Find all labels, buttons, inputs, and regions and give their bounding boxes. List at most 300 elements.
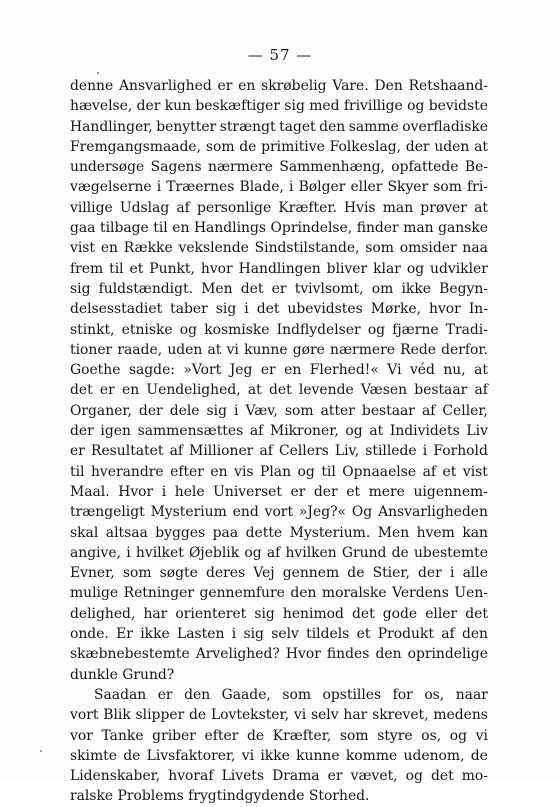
word: Gaade, xyxy=(221,686,271,703)
word: fuldstændigt. xyxy=(98,280,194,297)
word: og xyxy=(179,321,198,338)
word: klar xyxy=(373,260,401,277)
word: Grund xyxy=(341,544,387,561)
word: gaa xyxy=(70,220,96,237)
word: den xyxy=(319,118,346,135)
word: Liv xyxy=(466,423,488,440)
word: beskæftiger xyxy=(195,98,281,115)
word: »Jeg?« xyxy=(298,504,347,521)
word: det xyxy=(256,301,280,318)
word: har xyxy=(343,707,368,724)
word: os, xyxy=(421,727,442,744)
word: Tanke xyxy=(101,727,144,744)
word: derfor. xyxy=(441,341,488,358)
word: vekslende xyxy=(178,240,249,257)
word: i xyxy=(244,301,249,318)
word: at xyxy=(474,362,488,379)
word: Oprindelse, xyxy=(270,220,353,237)
word: den xyxy=(290,585,317,602)
word: eller xyxy=(350,179,383,196)
word: udenom, xyxy=(403,747,465,764)
word: Men xyxy=(377,524,410,541)
word: ralske xyxy=(70,788,118,805)
word: gennem xyxy=(282,565,340,582)
word: Hvor xyxy=(118,483,154,500)
word: i xyxy=(233,402,239,419)
word: gode xyxy=(382,605,418,622)
word: slipper xyxy=(135,707,185,724)
word: hævelse, xyxy=(70,98,133,115)
word: Forhold xyxy=(433,443,488,460)
word: af xyxy=(169,443,184,460)
word: finder xyxy=(356,220,399,237)
text-line xyxy=(70,583,488,603)
word: Handlingen xyxy=(238,260,321,277)
word: som xyxy=(122,565,152,582)
word: Liv, xyxy=(334,443,360,460)
word: Vi xyxy=(387,362,402,379)
text-line xyxy=(70,401,488,421)
word: frem xyxy=(70,260,104,277)
word: delsesstadiet xyxy=(70,301,163,318)
word: Rede xyxy=(400,341,436,358)
word: personlige xyxy=(196,199,272,216)
word: som xyxy=(433,179,462,196)
word: taget xyxy=(279,118,316,135)
word: vis xyxy=(234,463,254,480)
word: paa xyxy=(212,524,239,541)
word: er xyxy=(217,78,233,94)
word: Væsen xyxy=(360,382,408,399)
word: frygtindgydende xyxy=(188,788,309,805)
word: vævet, xyxy=(350,768,398,785)
word: hele xyxy=(174,483,205,500)
word: et xyxy=(129,260,144,277)
word: taber xyxy=(170,301,208,318)
word: om xyxy=(371,280,394,297)
word: Mysterium. xyxy=(289,524,371,541)
word: med xyxy=(309,98,340,115)
word: sig xyxy=(243,626,264,643)
word: et xyxy=(356,626,371,643)
word: man xyxy=(382,199,414,216)
word: det xyxy=(268,382,292,399)
word: i xyxy=(156,179,162,196)
word: Tradi- xyxy=(445,321,488,338)
word: efter xyxy=(170,463,204,480)
word: det xyxy=(351,605,375,622)
word: Skyer xyxy=(387,179,429,196)
word: er xyxy=(290,483,306,500)
word: der xyxy=(70,423,94,440)
word: tvivlsomt, xyxy=(294,280,364,297)
word: sig xyxy=(284,98,305,115)
word: er xyxy=(157,686,173,703)
word: dele xyxy=(169,402,200,419)
text-line xyxy=(70,157,488,177)
word: etniske xyxy=(121,321,173,338)
word: moralske xyxy=(321,585,387,602)
word: skrøbelig xyxy=(261,78,327,94)
word: er xyxy=(70,443,85,460)
word: bygges xyxy=(155,524,206,541)
word: mulige xyxy=(70,585,119,602)
word: den xyxy=(375,646,402,663)
word: Folkeslag, xyxy=(329,138,402,155)
word: komme xyxy=(345,747,398,764)
word: prøver xyxy=(420,199,467,216)
word: ganske xyxy=(438,220,488,237)
word: de xyxy=(470,747,488,764)
word: vi xyxy=(226,341,239,358)
word: Retninger xyxy=(123,585,194,602)
word: er xyxy=(327,768,343,785)
word: selv xyxy=(310,707,339,724)
word: Verdens xyxy=(392,585,449,602)
word: skimte xyxy=(70,747,117,764)
word: Udslag xyxy=(119,199,170,216)
word: Hvor xyxy=(285,646,321,663)
word: griber xyxy=(152,727,196,744)
word: denne xyxy=(70,78,114,94)
word: bliver xyxy=(326,260,368,277)
word: Sagens xyxy=(150,159,202,176)
word: de xyxy=(391,544,409,561)
word: at xyxy=(474,199,488,216)
word: kunne xyxy=(244,341,288,358)
text-line xyxy=(70,462,488,482)
word: Jeg xyxy=(229,362,253,379)
word: efter xyxy=(204,727,239,744)
word: der xyxy=(138,402,163,419)
word: naa xyxy=(462,240,488,257)
word: levende xyxy=(298,382,354,399)
word: primitive xyxy=(261,138,325,155)
word: skrevet, xyxy=(372,707,429,724)
word: Blik xyxy=(103,707,131,724)
word: Livets xyxy=(221,768,265,785)
text-line xyxy=(70,76,488,96)
word: kun xyxy=(164,98,192,115)
word: Begyn- xyxy=(439,280,488,297)
word: til xyxy=(70,463,85,480)
word: findes xyxy=(326,646,370,663)
text-line xyxy=(70,198,488,218)
word: vor xyxy=(70,727,93,744)
word: der xyxy=(136,98,161,115)
word: selv xyxy=(271,626,299,643)
word: Goethe xyxy=(70,362,121,379)
word: Indflydelser xyxy=(276,321,361,338)
word: Kræfter, xyxy=(272,727,332,744)
word: medens xyxy=(433,707,488,724)
word: at xyxy=(369,423,384,440)
word: Stier, xyxy=(372,565,410,582)
word: gennemfure xyxy=(199,585,285,602)
text-line xyxy=(70,320,488,340)
word: strængt xyxy=(219,118,276,135)
word: en xyxy=(122,382,140,399)
word: tioner xyxy=(70,341,113,358)
word: villige xyxy=(70,199,113,216)
word: det xyxy=(240,280,264,297)
word: af xyxy=(259,443,273,460)
word: kan xyxy=(462,524,488,541)
word: ikke xyxy=(401,280,431,297)
word: Mikroner, xyxy=(269,423,339,440)
word: sig xyxy=(254,605,275,622)
text-line xyxy=(70,563,488,583)
word: orienteret xyxy=(175,605,247,622)
word: Øjeblik xyxy=(189,544,240,561)
word: fjærne xyxy=(392,321,439,338)
word: i xyxy=(422,443,428,460)
word: en xyxy=(172,220,190,237)
word: man xyxy=(403,220,434,237)
word: den xyxy=(461,626,488,643)
word: af xyxy=(474,382,488,399)
word: til xyxy=(109,260,124,277)
text-line xyxy=(70,421,488,441)
word: stillede xyxy=(365,443,417,460)
word: Vare. xyxy=(332,78,369,94)
word: raade, xyxy=(117,341,163,358)
word: kunne xyxy=(296,747,340,764)
text-line xyxy=(70,360,488,380)
word: eller xyxy=(425,605,458,622)
word: Ansvarlighed xyxy=(119,78,212,94)
word: henimod xyxy=(282,605,344,622)
text-line xyxy=(70,644,488,664)
word: oprindelige xyxy=(407,646,488,663)
word: naar xyxy=(455,686,488,703)
word: Uendelighed, xyxy=(146,382,241,399)
word: og xyxy=(405,768,423,785)
word: nærmere xyxy=(330,341,395,358)
word: udvikler xyxy=(430,260,488,277)
word: Problems xyxy=(117,788,189,805)
word: Flerhed!« xyxy=(309,362,379,379)
word: Lovtekster, xyxy=(210,707,290,724)
word: opfattede xyxy=(391,159,459,176)
word: Be- xyxy=(464,159,488,176)
word: nærmere xyxy=(208,159,273,176)
word: atter xyxy=(320,402,355,419)
word: som xyxy=(339,727,369,744)
word: angive, xyxy=(70,544,122,561)
word: et xyxy=(442,463,457,480)
body-text xyxy=(70,76,488,807)
word: Ansvarligheden xyxy=(378,504,488,521)
word: Bølger xyxy=(298,179,346,196)
word: os, xyxy=(424,686,445,703)
word: Træernes xyxy=(166,179,235,196)
text-line xyxy=(70,523,488,543)
word: Celler, xyxy=(442,402,488,419)
word: vi xyxy=(475,727,488,744)
page-number: — 57 — xyxy=(247,46,313,64)
word: er xyxy=(99,382,115,399)
text-line xyxy=(70,604,488,624)
word: Fremgangsmaade, xyxy=(70,138,202,155)
word: mo- xyxy=(461,768,488,785)
text-line xyxy=(70,340,488,360)
word: af xyxy=(441,626,455,643)
text-line xyxy=(70,482,488,502)
word: Blade, xyxy=(239,179,284,196)
text-line xyxy=(70,117,488,137)
word: af xyxy=(422,463,437,480)
word: der xyxy=(405,138,430,155)
word: sig xyxy=(206,402,227,419)
word: hverandre xyxy=(90,463,164,480)
word: hvilket xyxy=(135,544,184,561)
word: deres xyxy=(206,565,246,582)
word: de xyxy=(347,565,365,582)
text-line xyxy=(70,624,488,644)
word: i xyxy=(449,565,455,582)
word: Maal. xyxy=(70,483,110,500)
word: den xyxy=(184,686,211,703)
word: vægelserne xyxy=(70,179,152,196)
word: en xyxy=(238,78,256,94)
word: Lidenskaber, xyxy=(70,768,161,785)
word: hvilken xyxy=(285,544,337,561)
word: de xyxy=(246,727,265,744)
text-line xyxy=(70,259,488,279)
text-line xyxy=(70,726,488,746)
word: Række xyxy=(123,240,173,257)
word: som xyxy=(284,402,314,419)
word: af xyxy=(176,199,190,216)
word: de xyxy=(239,138,257,155)
text-line xyxy=(70,137,488,157)
word: til xyxy=(321,463,336,480)
word: Mørke, xyxy=(370,301,422,318)
word: Sindstilstande, xyxy=(254,240,360,257)
word: alle xyxy=(462,565,488,582)
word: er xyxy=(260,362,276,379)
word: skal xyxy=(70,524,99,541)
word: nu, xyxy=(443,362,466,379)
word: Vej xyxy=(253,565,275,582)
word: til xyxy=(153,220,168,237)
word: In- xyxy=(468,301,488,318)
word: Handlings xyxy=(193,220,267,237)
word: Lasten xyxy=(177,626,225,643)
word: Retshaand- xyxy=(408,78,488,94)
word: Organer, xyxy=(70,402,132,419)
word: det xyxy=(465,605,488,622)
word: bestaar xyxy=(414,382,468,399)
word: det xyxy=(70,382,93,399)
word: i xyxy=(161,483,167,500)
word: og xyxy=(367,321,386,338)
word: som xyxy=(365,240,394,257)
text-line xyxy=(70,665,488,685)
word: hvor xyxy=(429,301,461,318)
word: bestaar xyxy=(361,402,415,419)
word: der xyxy=(313,483,338,500)
word: altsaa xyxy=(105,524,148,541)
paper-speck xyxy=(97,72,99,74)
word: af xyxy=(421,402,436,419)
word: som xyxy=(282,686,311,703)
word: Evner, xyxy=(70,565,115,582)
word: og xyxy=(407,98,425,115)
word: Kræfter. xyxy=(278,199,337,216)
word: de xyxy=(189,707,207,724)
word: Plan xyxy=(260,463,292,480)
word: et xyxy=(346,483,361,500)
word: mere xyxy=(368,483,405,500)
word: vi xyxy=(241,747,255,764)
word: ubestemte xyxy=(413,544,488,561)
word: uden xyxy=(434,138,470,155)
word: Universet xyxy=(213,483,282,500)
word: »Vort xyxy=(183,362,222,379)
word: opstilles xyxy=(322,686,382,703)
text-line xyxy=(70,441,488,461)
word: Den xyxy=(374,78,403,94)
word: delighed, xyxy=(70,605,136,622)
text-line xyxy=(70,218,488,238)
word: og xyxy=(345,423,363,440)
word: Drama xyxy=(272,768,320,785)
text-line xyxy=(70,502,488,522)
word: ikke xyxy=(260,747,290,764)
text-line xyxy=(70,177,488,197)
word: ikke xyxy=(140,626,170,643)
word: frivillige xyxy=(343,98,403,115)
text-line xyxy=(70,96,488,116)
word: stinkt, xyxy=(70,321,115,338)
word: overfladiske xyxy=(402,118,488,135)
word: tildels xyxy=(306,626,350,643)
text-line xyxy=(70,766,488,786)
text-line xyxy=(70,299,488,319)
word: Livsfaktorer, xyxy=(146,747,236,764)
word: sig xyxy=(70,280,91,297)
text-line xyxy=(70,543,488,563)
word: det xyxy=(430,768,454,785)
word: Hvis xyxy=(344,199,376,216)
word: Opnaaelse xyxy=(342,463,417,480)
word: sagde: xyxy=(128,362,175,379)
word: og xyxy=(297,463,315,480)
word: og xyxy=(244,544,262,561)
word: sig xyxy=(215,301,237,318)
word: Saadan xyxy=(94,686,147,703)
word: og xyxy=(406,260,425,277)
word: vist xyxy=(462,463,488,480)
word: der xyxy=(418,565,442,582)
word: fri- xyxy=(467,179,488,196)
word: de xyxy=(123,747,141,764)
word: Millioner xyxy=(189,443,254,460)
word: Er xyxy=(116,626,133,643)
word: Handlinger, xyxy=(70,118,153,135)
word: en xyxy=(210,463,228,480)
word: dette xyxy=(245,524,283,541)
text-line xyxy=(70,238,488,258)
word: af xyxy=(249,423,264,440)
word: er xyxy=(271,280,287,297)
word: gøre xyxy=(292,341,325,358)
word: undersøge xyxy=(70,159,145,176)
word: søgte xyxy=(159,565,198,582)
word: som xyxy=(205,138,235,155)
